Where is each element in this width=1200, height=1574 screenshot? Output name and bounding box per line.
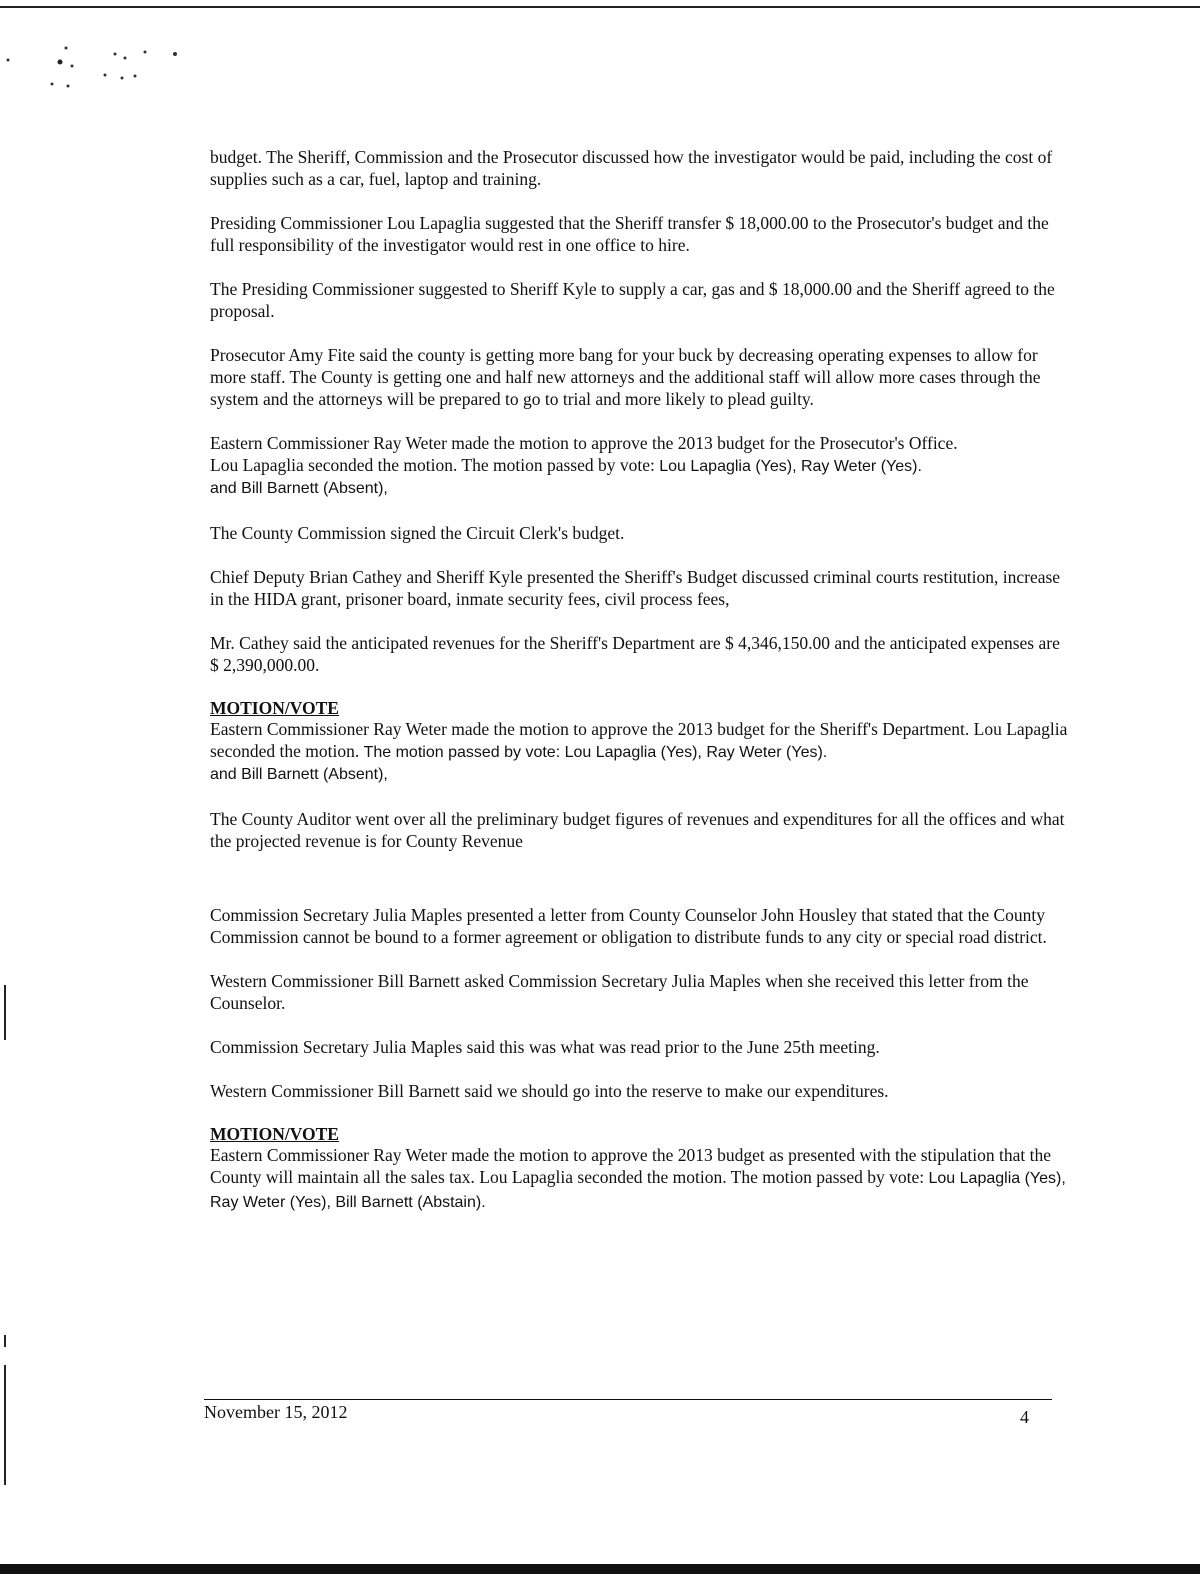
vote-result: The motion passed by vote: Lou Lapaglia (Yes), Ray Weter (Yes). xyxy=(363,744,828,761)
vote-absent: and Bill Barnett (Absent), xyxy=(210,480,388,497)
paragraph-prosecutor-motion xyxy=(210,432,1070,500)
paragraph-sheriff-proposal: The Presiding Commissioner suggested to Sheriff Kyle to supply a car, gas and $ 18,000.00 and the Sheriff agreed to the proposal. xyxy=(210,279,1055,321)
vote-result: Lou Lapaglia (Yes), Ray Weter (Yes), Bill Barnett (Abstain). xyxy=(210,1170,1066,1211)
scan-edge-top xyxy=(0,6,1200,8)
motion-text: Eastern Commissioner Ray Weter made the motion to approve the 2013 budget as presented with the stipulation that the County will maintain all the sales tax. Lou Lapaglia seconded the motion. The motion passed by vote: xyxy=(210,1145,1051,1187)
scan-margin-mark xyxy=(4,1335,6,1347)
vote-absent: and Bill Barnett (Absent), xyxy=(210,766,388,783)
scan-edge-bottom xyxy=(0,1564,1200,1574)
paragraph-maples-answer: Commission Secretary Julia Maples said this was what was read prior to the June 25th meeting. xyxy=(210,1037,880,1057)
paragraph-sheriff-budget: Chief Deputy Brian Cathey and Sheriff Kyle presented the Sheriff's Budget discussed criminal courts restitution, increase in the HIDA grant, prisoner board, inmate security fees, civil process fees, xyxy=(210,567,1061,609)
footer-divider xyxy=(204,1399,1052,1400)
paragraph-barnett-reserve: Western Commissioner Bill Barnett said we should go into the reserve to make our expenditures. xyxy=(210,1081,889,1101)
vote-result: Lou Lapaglia (Yes), Ray Weter (Yes). xyxy=(659,458,922,475)
paragraph-sheriff-revenues: Mr. Cathey said the anticipated revenues for the Sheriff's Department are $ 4,346,150.00 and the anticipated expenses are $ 2,390,000.00. xyxy=(210,633,1060,675)
motion-vote-heading: MOTION/VOTE xyxy=(210,1124,339,1144)
document-body xyxy=(210,146,1070,1236)
paragraph-investigator-payment: budget. The Sheriff, Commission and the Prosecutor discussed how the investigator would be paid, including the cost of supplies such as a car, fuel, laptop and training. xyxy=(210,147,1053,189)
motion-text: Lou Lapaglia seconded the motion. The motion passed by vote: xyxy=(210,455,660,475)
paragraph-counselor-letter: Commission Secretary Julia Maples presented a letter from County Counselor John Housley that stated that the County Commission cannot be bound to a former agreement or obligation to distribute funds to any city or special road district. xyxy=(210,905,1047,947)
paragraph-circuit-clerk: The County Commission signed the Circuit Clerk's budget. xyxy=(210,523,625,543)
paragraph-transfer-suggestion: Presiding Commissioner Lou Lapaglia suggested that the Sheriff transfer $ 18,000.00 to the Prosecutor's budget and the full responsibility of the investigator would rest in one office to hire. xyxy=(210,213,1049,255)
paragraph-final-motion xyxy=(210,1144,1070,1214)
paragraph-sheriff-motion xyxy=(210,718,1070,786)
scan-noise-specks xyxy=(0,40,200,100)
paragraph-barnett-question: Western Commissioner Bill Barnett asked Commission Secretary Julia Maples when she received this letter from the Counselor. xyxy=(210,971,1029,1013)
motion-vote-heading: MOTION/VOTE xyxy=(210,698,339,718)
motion-text: Eastern Commissioner Ray Weter made the motion to approve the 2013 budget for the Sheriff's Department. Lou Lapaglia seconded the motion. xyxy=(210,719,1068,761)
scan-margin-mark xyxy=(4,985,6,1040)
footer-date: November 15, 2012 xyxy=(204,1402,348,1422)
paragraph-auditor: The County Auditor went over all the preliminary budget figures of revenues and expenditures for all the offices and what the projected revenue is for County Revenue xyxy=(210,809,1065,851)
scan-margin-mark xyxy=(4,1365,6,1485)
motion-text: Eastern Commissioner Ray Weter made the motion to approve the 2013 budget for the Prosecutor's Office. xyxy=(210,433,958,453)
page-number: 4 xyxy=(1020,1407,1029,1427)
paragraph-prosecutor-staff: Prosecutor Amy Fite said the county is getting more bang for your buck by decreasing operating expenses to allow for more staff. The County is getting one and half new attorneys and the additional staff will allow more cases through the system and the attorneys will be prepared to go to trial and more likely to plead guilty. xyxy=(210,345,1041,409)
